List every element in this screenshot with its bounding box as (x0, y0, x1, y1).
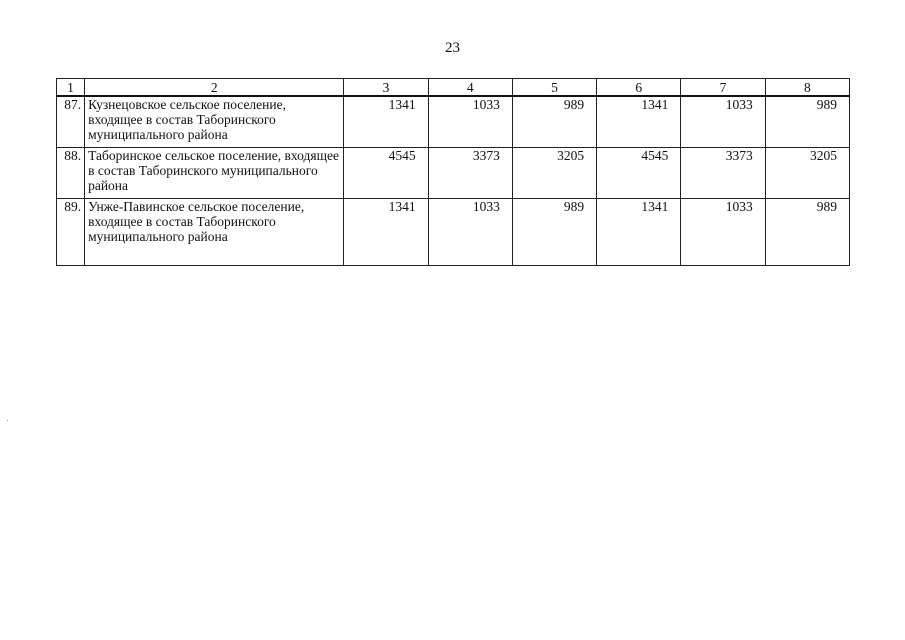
column-header: 1 (57, 79, 85, 97)
column-header: 3 (344, 79, 428, 97)
table-cell: 1341 (597, 199, 681, 266)
table-cell: 1341 (344, 96, 428, 148)
table-cell: 1033 (681, 199, 765, 266)
column-header: 8 (765, 79, 849, 97)
scan-speck (7, 420, 8, 421)
table-cell: 1341 (597, 96, 681, 148)
settlement-name: Унже-Павинское сельское поселение, входящее в состав Таборинского муниципального района (85, 199, 344, 266)
column-header: 6 (597, 79, 681, 97)
data-table (56, 78, 850, 266)
column-header: 5 (512, 79, 596, 97)
table-cell: 1341 (344, 199, 428, 266)
table-cell: 1033 (428, 199, 512, 266)
table-row (57, 148, 850, 199)
table-cell: 989 (512, 199, 596, 266)
table-cell: 989 (765, 96, 849, 148)
settlement-name: Таборинское сельское поселение, входящее в состав Таборинского муниципального района (85, 148, 344, 199)
table-cell: 989 (512, 96, 596, 148)
column-header: 7 (681, 79, 765, 97)
row-number: 89. (57, 199, 85, 266)
table-cell: 1033 (428, 96, 512, 148)
table-cell: 3205 (765, 148, 849, 199)
table-cell: 989 (765, 199, 849, 266)
table-cell: 3205 (512, 148, 596, 199)
table-header-row (57, 79, 850, 97)
settlement-name: Кузнецовское сельское поселение, входящее в состав Таборинского муниципального района (85, 96, 344, 148)
table-cell: 4545 (597, 148, 681, 199)
table-cell: 4545 (344, 148, 428, 199)
table-cell: 3373 (681, 148, 765, 199)
row-number: 87. (57, 96, 85, 148)
row-number: 88. (57, 148, 85, 199)
table-row (57, 96, 850, 148)
column-header: 4 (428, 79, 512, 97)
page-number: 23 (445, 40, 460, 56)
table-cell: 1033 (681, 96, 765, 148)
table-row (57, 199, 850, 266)
column-header: 2 (85, 79, 344, 97)
table-cell: 3373 (428, 148, 512, 199)
